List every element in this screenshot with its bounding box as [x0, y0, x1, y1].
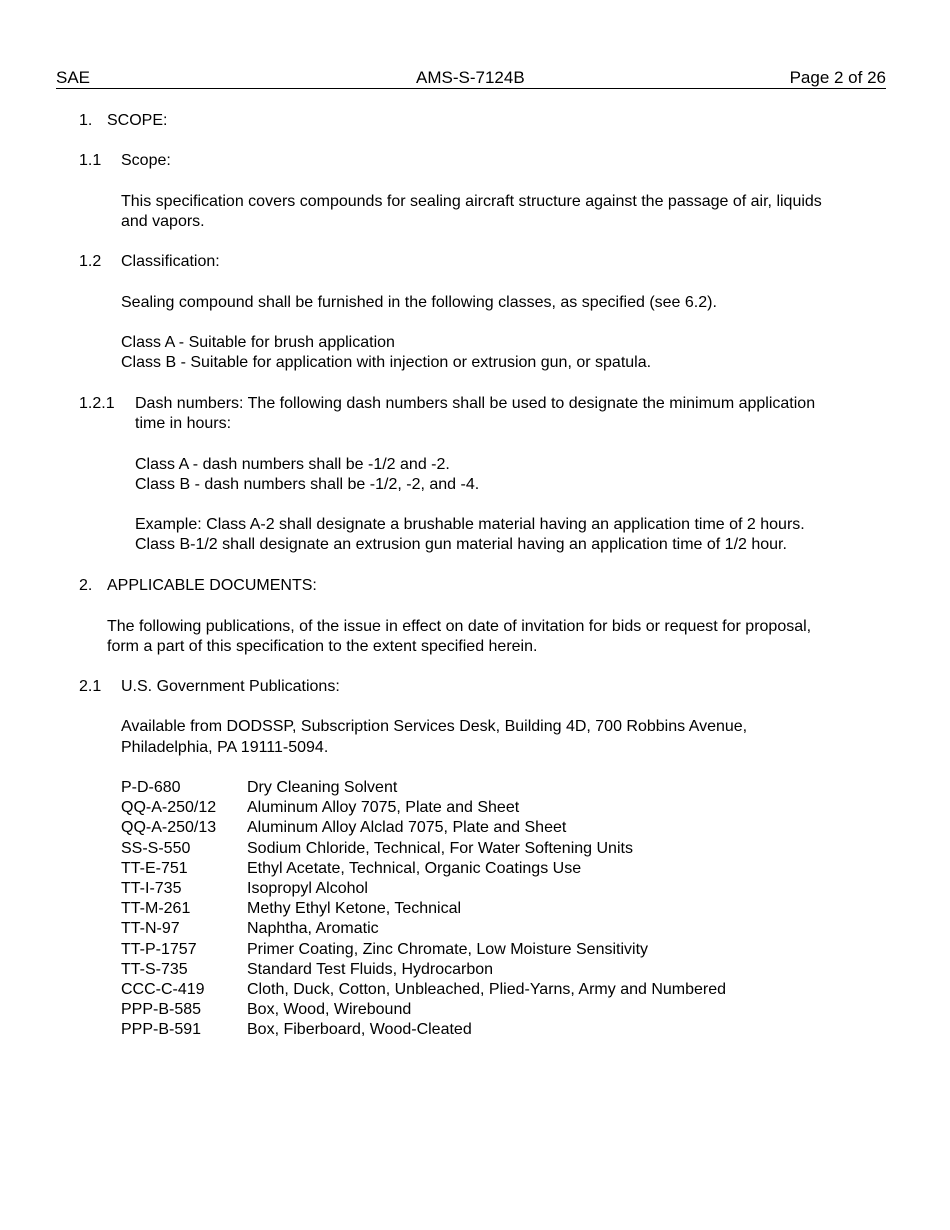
class-a-description: Class A - Suitable for brush application — [121, 334, 395, 351]
publication-title: Isopropyl Alcohol — [247, 879, 368, 897]
section-2-1-title: U.S. Government Publications: — [121, 678, 340, 695]
section-2-title: APPLICABLE DOCUMENTS: — [107, 577, 317, 594]
header-org: SAE — [56, 68, 91, 87]
class-b-description: Class B - Suitable for application with injection or extrusion gun, or spatula. — [121, 354, 652, 371]
section-1-2-number: 1.2 — [79, 253, 102, 270]
section-2-1-text-line1: Available from DODSSP, Subscription Services Desk, Building 4D, 700 Robbins Avenue, — [121, 718, 748, 735]
section-2-text-line1: The following publications, of the issue in effect on date of invitation for bids or request for proposal, — [107, 618, 812, 635]
section-1-1-text-line2: and vapors. — [121, 213, 205, 230]
publication-code: TT-I-735 — [121, 879, 182, 897]
publication-code: TT-P-1757 — [121, 940, 197, 958]
section-2-text-line2: form a part of this specification to the extent specified herein. — [107, 638, 538, 655]
section-1-1-title: Scope: — [121, 152, 171, 169]
example-line2: Class B-1/2 shall designate an extrusion gun material having an application time of 1/2 hour. — [135, 536, 787, 553]
publication-title: Box, Fiberboard, Wood-Cleated — [247, 1021, 472, 1039]
publication-code: QQ-A-250/13 — [121, 819, 217, 837]
publication-code: P-D-680 — [121, 779, 181, 796]
publication-code: SS-S-550 — [121, 839, 191, 857]
class-a-dash-numbers: Class A - dash numbers shall be -1/2 and -2. — [135, 456, 450, 473]
section-1-1-text-line1: This specification covers compounds for sealing aircraft structure against the passage of air, liquids — [121, 193, 822, 210]
section-1-2-1-text-line2: time in hours: — [135, 415, 232, 432]
section-2-number: 2. — [79, 577, 93, 594]
section-2-1-number: 2.1 — [79, 678, 102, 695]
section-1-2-title: Classification: — [121, 253, 220, 270]
header-doc-id: AMS-S-7124B — [416, 68, 525, 87]
publication-title: Primer Coating, Zinc Chromate, Low Moisture Sensitivity — [247, 940, 649, 958]
section-1-number: 1. — [79, 112, 93, 129]
class-b-dash-numbers: Class B - dash numbers shall be -1/2, -2, and -4. — [135, 476, 480, 493]
publication-title: Naphtha, Aromatic — [247, 920, 379, 938]
section-1-2-1-number: 1.2.1 — [79, 395, 115, 412]
publication-code: TT-S-735 — [121, 960, 188, 978]
section-2-1-text-line2: Philadelphia, PA 19111-5094. — [121, 739, 329, 756]
publication-code: TT-N-97 — [121, 920, 180, 938]
publication-title: Standard Test Fluids, Hydrocarbon — [247, 960, 494, 978]
page-header — [56, 68, 886, 89]
publication-code: TT-M-261 — [121, 900, 191, 918]
section-1-1-number: 1.1 — [79, 152, 102, 169]
publication-title: Box, Wood, Wirebound — [247, 1001, 412, 1019]
publication-title: Methy Ethyl Ketone, Technical — [247, 900, 462, 918]
publication-title: Ethyl Acetate, Technical, Organic Coatings Use — [247, 859, 582, 877]
publication-code: TT-E-751 — [121, 859, 188, 877]
publication-code: CCC-C-419 — [121, 980, 205, 998]
publication-title: Aluminum Alloy Alclad 7075, Plate and Sheet — [247, 819, 567, 837]
publication-code: QQ-A-250/12 — [121, 799, 217, 817]
publication-title: Sodium Chloride, Technical, For Water Softening Units — [247, 839, 633, 857]
publication-code: PPP-B-585 — [121, 1001, 202, 1019]
section-1-title: SCOPE: — [107, 112, 168, 129]
publication-title: Dry Cleaning Solvent — [247, 779, 398, 796]
publication-code: PPP-B-591 — [121, 1021, 202, 1039]
header-page-number: Page 2 of 26 — [789, 68, 886, 87]
publication-title: Cloth, Duck, Cotton, Unbleached, Plied-Yarns, Army and Numbered — [247, 980, 727, 998]
section-1-2-intro: Sealing compound shall be furnished in the following classes, as specified (see 6.2). — [121, 294, 717, 311]
section-1-2-1-text-line1: Dash numbers: The following dash numbers shall be used to designate the minimum application — [135, 395, 816, 412]
publication-title: Aluminum Alloy 7075, Plate and Sheet — [247, 799, 520, 817]
example-line1: Example: Class A-2 shall designate a brushable material having an application time of 2 hours. — [135, 516, 805, 533]
